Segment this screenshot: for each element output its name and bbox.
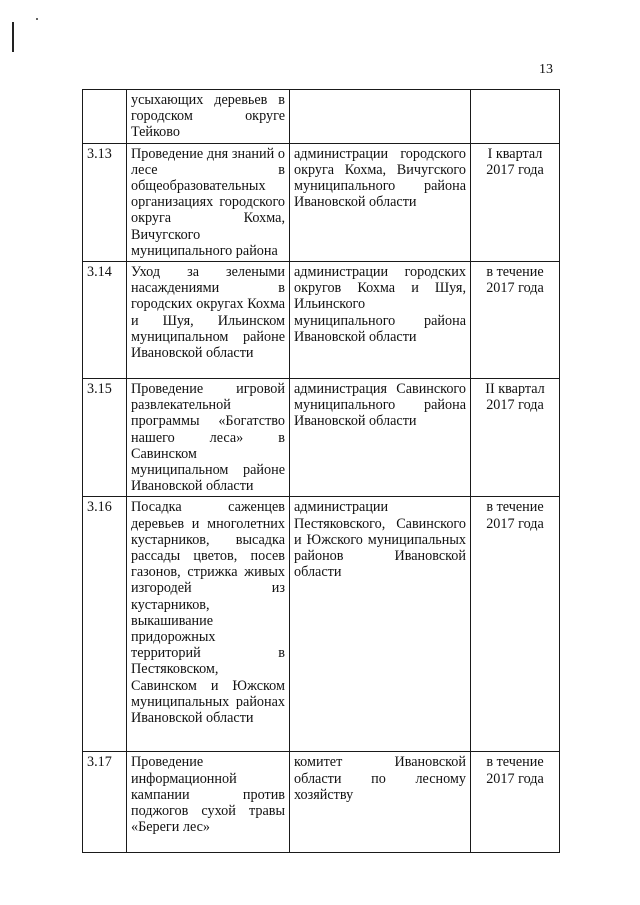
timing-cell: в течение 2017 года bbox=[471, 262, 560, 379]
table-row-3-17 bbox=[83, 752, 560, 853]
activities-table bbox=[82, 89, 560, 853]
organization-cell bbox=[290, 90, 471, 144]
organization-cell: администрации городских округов Кохма и Шуя, Ильинского муниципального района Ивановской области bbox=[290, 262, 471, 379]
table-row-3-15 bbox=[83, 379, 560, 497]
scan-artifact-dot bbox=[36, 18, 38, 20]
table-row-3-13 bbox=[83, 143, 560, 261]
timing-cell: в течение 2017 года bbox=[471, 752, 560, 853]
timing-cell: I квартал 2017 года bbox=[471, 143, 560, 261]
row-number-cell: 3.15 bbox=[83, 379, 127, 497]
activity-cell: Уход за зелеными насаждениями в городских округах Кохма и Шуя, Ильинском муниципальном районе Ивановской области bbox=[127, 262, 290, 379]
activity-cell: Проведение игровой развлекательной программы «Богатство нашего леса» в Савинском муниципальном районе Ивановской области bbox=[127, 379, 290, 497]
timing-cell bbox=[471, 90, 560, 144]
page-number: 13 bbox=[539, 62, 553, 77]
row-number-cell: 3.14 bbox=[83, 262, 127, 379]
row-number-cell: 3.16 bbox=[83, 497, 127, 752]
activity-cell: Посадка саженцев деревьев и многолетних кустарников, высадка рассады цветов, посев газонов, стрижка живых изгородей из кустарников, выкашивание придорожных территорий в Пестяковском, Савинском и Южском муниципальных районах Ивановской области bbox=[127, 497, 290, 752]
row-number-cell bbox=[83, 90, 127, 144]
activity-cell: Проведение дня знаний о лесе в общеобразовательных организациях городского округа Кохма, Вичугского муниципального района bbox=[127, 143, 290, 261]
organization-cell: администрации Пестяковского, Савинского и Южского муниципальных районов Ивановской области bbox=[290, 497, 471, 752]
timing-cell: II квартал 2017 года bbox=[471, 379, 560, 497]
organization-cell: администрации городского округа Кохма, Вичугского муниципального района Ивановской области bbox=[290, 143, 471, 261]
organization-cell: администрация Савинского муниципального района Ивановской области bbox=[290, 379, 471, 497]
activity-cell: усыхающих деревьев в городском округе Тейково bbox=[127, 90, 290, 144]
row-number-cell: 3.13 bbox=[83, 143, 127, 261]
row-number-cell: 3.17 bbox=[83, 752, 127, 853]
timing-cell: в течение 2017 года bbox=[471, 497, 560, 752]
activity-cell: Проведение информационной кампании против поджогов сухой травы «Береги лес» bbox=[127, 752, 290, 853]
organization-cell: комитет Ивановской области по лесному хозяйству bbox=[290, 752, 471, 853]
table-row-3-16 bbox=[83, 497, 560, 752]
scan-artifact-mark bbox=[12, 22, 14, 52]
table-row-continued bbox=[83, 90, 560, 144]
table-row-3-14 bbox=[83, 262, 560, 379]
